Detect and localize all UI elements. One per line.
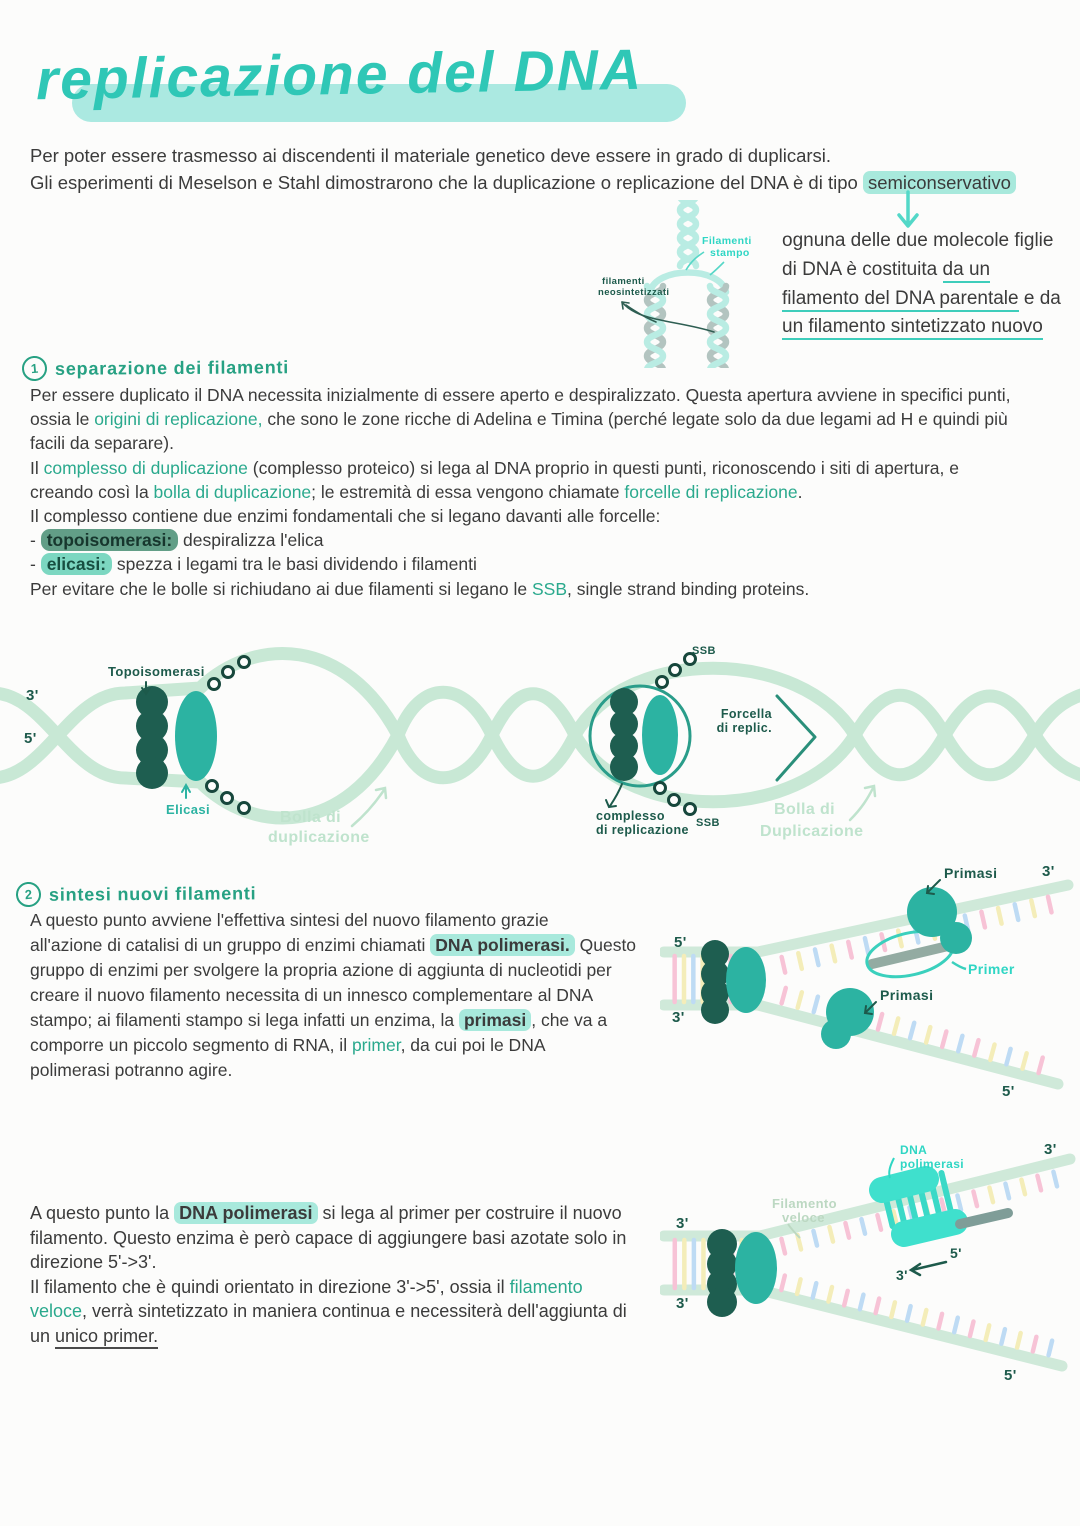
text-segment: che sono le zone ricche di Adelina e Timina (perché legate solo da due legami ad H e quindi più bbox=[262, 409, 1008, 430]
section1-paragraph bbox=[30, 383, 1011, 601]
section1-title: separazione dei filamenti bbox=[54, 357, 290, 379]
daughter-helix-left bbox=[647, 286, 663, 368]
section2-title: sintesi nuovi filamenti bbox=[48, 883, 257, 905]
neo-pointer-arrows bbox=[622, 302, 714, 332]
topoisomerase-blob bbox=[136, 686, 168, 789]
complex-label: complesso bbox=[596, 809, 665, 823]
text-segment: . bbox=[797, 481, 803, 502]
semiconservative-dna-diagram bbox=[598, 200, 783, 368]
mid-5prime-label: 5' bbox=[24, 730, 37, 747]
dna-polymerase-label-2: polimerasi bbox=[900, 1157, 965, 1171]
primer-segment-2 bbox=[960, 1213, 1008, 1224]
fork2-3prime-topleft: 3' bbox=[676, 1215, 689, 1232]
text-segment: origini di replicazione, bbox=[94, 409, 263, 430]
fork-chevron-icon bbox=[777, 696, 815, 780]
complex-pointer-arrow bbox=[606, 784, 622, 807]
synthesis-direction-arrow bbox=[911, 1262, 946, 1275]
text-segment: semiconservativo bbox=[863, 171, 1016, 194]
text-segment: da un bbox=[943, 259, 991, 283]
bolla2-pointer-arrow bbox=[850, 786, 875, 820]
text-segment: Per evitare che le bolle si richiudano ai due filamenti si legano le bbox=[30, 578, 532, 599]
text-segment: despiralizza l'elica bbox=[178, 530, 324, 551]
fork1-5prime-right: 5' bbox=[1002, 1083, 1015, 1100]
text-segment: primer bbox=[351, 1035, 401, 1055]
text-segment: - bbox=[30, 530, 41, 551]
text-segment: Per poter essere trasmesso ai discendenti il materiale genetico deve essere in grado di duplicarsi. bbox=[30, 145, 832, 166]
text-segment: filamento. Questo enzima è però capace di aggiungere basi azotate solo in bbox=[30, 1227, 627, 1248]
text-segment: Il complesso contiene due enzimi fondamentali che si legano davanti alle forcelle: bbox=[30, 506, 661, 527]
dna-polymerase-label: DNA bbox=[900, 1143, 928, 1157]
filamenti-neo-label-2: neosintetizzati bbox=[598, 287, 670, 298]
polymerase-fork-diagram bbox=[660, 1128, 1080, 1428]
direction-3prime-label: 3' bbox=[896, 1267, 908, 1283]
primer-label: Primer bbox=[968, 961, 1015, 977]
complex-topoisomerase-blob bbox=[610, 688, 638, 781]
helicase-oval bbox=[175, 691, 217, 781]
section1-heading bbox=[22, 356, 289, 381]
text-segment: , da cui poi le DNA bbox=[400, 1035, 546, 1055]
primasi-label-upper: Primasi bbox=[944, 865, 998, 881]
bolla2-label: Bolla di bbox=[774, 801, 835, 818]
section2-paragraph bbox=[30, 908, 636, 1083]
replication-bubble-diagram bbox=[0, 638, 1080, 856]
filamento-veloce-label-2: veloce bbox=[782, 1210, 825, 1225]
text-segment: - bbox=[30, 554, 41, 575]
text-segment: DNA polimerasi. bbox=[430, 934, 575, 956]
text-segment: , verrà sintetizzato in maniera continua e necessiterà dell'aggiunta di bbox=[82, 1301, 627, 1321]
text-segment: Il bbox=[30, 457, 44, 478]
fork1-helicase-oval bbox=[726, 947, 766, 1013]
text-segment: e da bbox=[1018, 287, 1061, 309]
intro-paragraph bbox=[30, 142, 1016, 196]
text-segment: veloce bbox=[30, 1301, 83, 1321]
text-segment: Il filamento che è quindi orientato in direzione 3'->5', ossia il bbox=[30, 1276, 510, 1297]
ssb-bottom-label: SSB bbox=[696, 817, 720, 829]
fork1-topoisomerase-blob bbox=[701, 940, 729, 1024]
complex-helicase-oval bbox=[642, 695, 678, 775]
text-segment: (complesso proteico) si lega al DNA proprio in questi punti, riconoscendo i siti di apertura, e bbox=[247, 457, 959, 478]
fork1-3prime-right: 3' bbox=[1042, 863, 1055, 880]
filamenti-stampo-label: Filamenti bbox=[702, 235, 752, 247]
bolla2-label-2: Duplicazione bbox=[760, 823, 864, 840]
semiconservative-note bbox=[782, 227, 1061, 342]
primer-pointer bbox=[952, 962, 966, 969]
bolla1-label: Bolla di bbox=[280, 809, 341, 826]
helicase-label: Elicasi bbox=[166, 802, 210, 817]
forcella-label: Forcella bbox=[720, 707, 772, 721]
text-segment: Gli esperimenti di Meselson e Stahl dimostrarono che la duplicazione o replicazione del DNA è di tipo bbox=[30, 172, 863, 193]
fork2-3prime-bottomleft: 3' bbox=[676, 1295, 689, 1312]
fork2-5prime-right: 5' bbox=[1004, 1367, 1017, 1384]
fork2-3prime-right: 3' bbox=[1044, 1141, 1057, 1158]
text-segment: creare il nuovo filamento necessita di un innesco complementare al DNA bbox=[30, 985, 594, 1005]
fork2-topoisomerase-blob bbox=[707, 1229, 737, 1317]
text-segment: unico primer. bbox=[55, 1326, 158, 1349]
text-segment: A questo punto la bbox=[30, 1203, 175, 1223]
closing-paragraph bbox=[30, 1201, 627, 1348]
page-title: replicazione del DNA bbox=[35, 37, 644, 113]
section1-number: 1 bbox=[21, 355, 48, 382]
text-segment: comporre un piccolo segmento di RNA, il bbox=[30, 1035, 352, 1055]
text-segment: A questo punto avviene l'effettiva sintesi del nuovo filamento grazie bbox=[30, 910, 549, 930]
filamenti-stampo-label-2: stampo bbox=[710, 247, 750, 259]
text-segment: un filamento sintetizzato nuovo bbox=[782, 316, 1043, 340]
direction-5prime-label: 5' bbox=[950, 1245, 962, 1261]
text-segment: ; le estremità di essa vengono chiamate bbox=[311, 481, 625, 502]
text-segment: di DNA è costituita bbox=[782, 258, 943, 280]
text-segment: gruppo di enzimi per svolgere la propria azione di aggiunta di nucleotidi per bbox=[30, 960, 612, 980]
primasi-label-lower: Primasi bbox=[880, 987, 934, 1003]
fork1-5prime-left: 5' bbox=[674, 934, 687, 951]
forcella-label-2: di replic. bbox=[716, 721, 772, 735]
text-segment: topoisomerasi: bbox=[41, 529, 178, 551]
text-segment: SSB bbox=[531, 578, 567, 599]
text-segment: forcelle di replicazione bbox=[624, 481, 798, 502]
text-segment: ognuna delle due molecole figlie bbox=[782, 230, 1054, 251]
text-segment: bolla di duplicazione bbox=[153, 481, 312, 502]
topoisomerase-label: Topoisomerasi bbox=[108, 664, 205, 679]
text-segment: un bbox=[30, 1325, 56, 1346]
text-segment: spezza i legami tra le basi dividendo i filamenti bbox=[112, 554, 477, 575]
fork1-3prime-left: 3' bbox=[672, 1009, 685, 1026]
primase-blob-lower bbox=[821, 988, 874, 1049]
text-segment: , che va a bbox=[531, 1010, 608, 1030]
text-segment: DNA polimerasi bbox=[174, 1202, 317, 1224]
text-segment: si lega al primer per costruire il nuovo bbox=[317, 1203, 622, 1223]
text-segment: primasi bbox=[459, 1009, 531, 1031]
text-segment: filamento bbox=[509, 1276, 583, 1297]
text-segment: all'azione di catalisi di un gruppo di enzimi chiamati bbox=[30, 935, 431, 955]
text-segment: Questo bbox=[574, 935, 637, 955]
text-segment: facili da separare). bbox=[30, 433, 174, 454]
complex-label-2: di replicazione bbox=[596, 823, 689, 837]
fork2-helicase-oval bbox=[735, 1232, 777, 1304]
filamento-veloce-label: Filamento bbox=[772, 1196, 837, 1211]
text-segment: Per essere duplicato il DNA necessita inizialmente di essere aperto e despiralizzato. Questa apertura avviene in specifici punti, bbox=[30, 385, 1011, 405]
base-pairs-lower2 bbox=[781, 1276, 1052, 1356]
filamenti-neo-label: filamenti bbox=[602, 276, 645, 287]
text-segment: filamento del DNA parentale bbox=[782, 288, 1019, 312]
text-segment: stampo; ai filamenti stampo si lega infatti un enzima, la bbox=[30, 1010, 459, 1030]
mid-3prime-label: 3' bbox=[26, 687, 39, 704]
daughter-helix-right bbox=[710, 286, 726, 368]
primase-fork-diagram bbox=[660, 852, 1080, 1117]
text-segment: polimerasi potranno agire. bbox=[30, 1060, 233, 1080]
stampo-pointer-2 bbox=[710, 262, 724, 275]
text-segment: elicasi: bbox=[41, 553, 112, 575]
ssb-top-label: SSB bbox=[692, 645, 716, 657]
text-segment: direzione 5'->3'. bbox=[30, 1252, 157, 1272]
section2-number: 2 bbox=[15, 881, 42, 908]
section2-heading bbox=[16, 882, 256, 907]
text-segment: complesso di duplicazione bbox=[43, 457, 248, 478]
text-segment: , single strand binding proteins. bbox=[567, 578, 810, 599]
bolla1-label-2: duplicazione bbox=[268, 829, 370, 846]
text-segment: creando così la bbox=[30, 481, 154, 502]
text-segment: ossia le bbox=[30, 409, 95, 430]
